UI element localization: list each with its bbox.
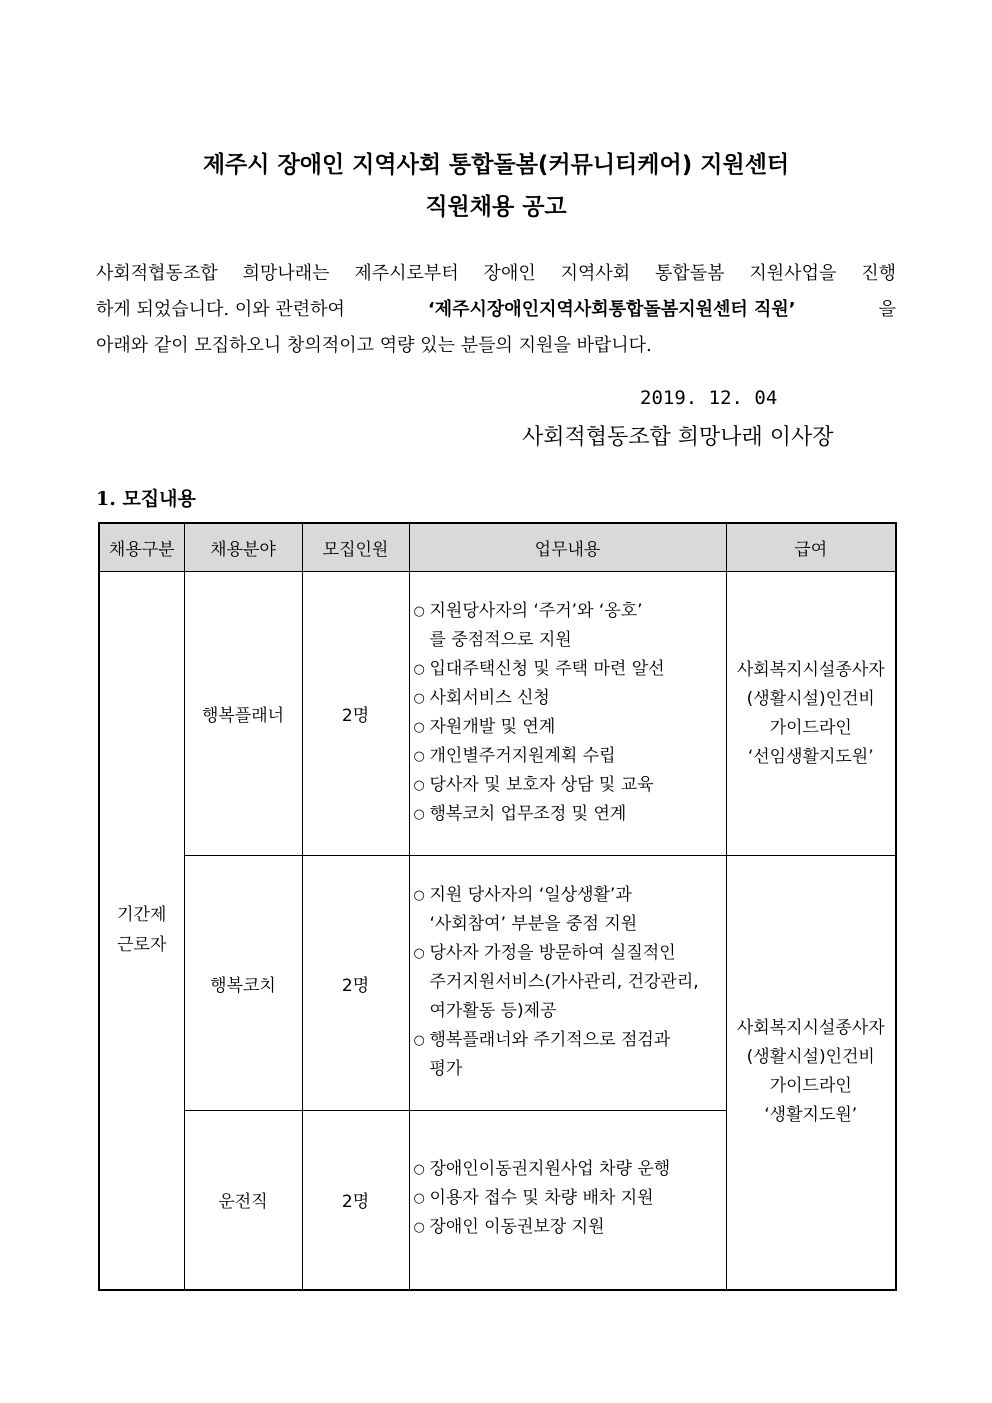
intro-line-2 bbox=[96, 292, 896, 328]
header-count: 모집인원 bbox=[302, 523, 409, 572]
table-row bbox=[99, 572, 896, 856]
duty-item: ○ 행복코치 업무조정 및 연계 bbox=[410, 800, 726, 829]
field-cell: 행복코치 bbox=[184, 856, 302, 1111]
duties-cell bbox=[409, 1111, 726, 1290]
duty-list bbox=[410, 1155, 726, 1242]
field-cell: 행복플래너 bbox=[184, 572, 302, 856]
header-field: 채용분야 bbox=[184, 523, 302, 572]
pay-line: 사회복지시설종사자 bbox=[736, 659, 885, 680]
pay-line: 가이드라인 bbox=[769, 1076, 852, 1097]
count-cell: 2명 bbox=[302, 572, 409, 856]
intro-line-3: 아래와 같이 모집하오니 창의적이고 역량 있는 분들의 지원을 바랍니다. bbox=[96, 335, 652, 356]
intro-line-2-pre: 하게 되었습니다. 이와 관련하여 bbox=[96, 299, 345, 320]
category-line1: 기간제 bbox=[117, 905, 167, 926]
header-pay: 급여 bbox=[726, 523, 896, 572]
pay-line: ‘생활지도원’ bbox=[764, 1105, 858, 1126]
duty-item: ○ 장애인 이동권보장 지원 bbox=[410, 1213, 726, 1242]
duty-item bbox=[410, 1026, 726, 1084]
pay-line: ‘선임생활지도원’ bbox=[747, 746, 874, 767]
duty-text: 행복플래너와 주기적으로 점검과 bbox=[429, 1030, 671, 1050]
duties-cell bbox=[409, 856, 726, 1111]
header-category: 채용구분 bbox=[99, 523, 184, 572]
page-title-line1: 제주시 장애인 지역사회 통합돌봄(커뮤니티케어) 지원센터 bbox=[202, 152, 790, 178]
duty-list bbox=[410, 597, 726, 829]
organization-signature: 사회적협동조합 희망나래 이사장 bbox=[522, 425, 834, 450]
recruitment-table bbox=[98, 522, 897, 1291]
duty-text: 당사자 가정을 방문하여 실질적인 bbox=[429, 943, 676, 963]
intro-line-2-bold: ‘제주시장애인지역사회통합돌봄지원센터 직원’ bbox=[427, 299, 796, 320]
category-line2: 근로자 bbox=[117, 935, 167, 956]
section-title: 1. 모집내용 bbox=[96, 488, 196, 510]
duty-item bbox=[410, 597, 726, 655]
duty-text-cont: ‘사회참여’ 부분을 중점 지원 bbox=[429, 914, 638, 934]
pay-cell bbox=[726, 856, 896, 1290]
duty-item: ○ 개인별주거지원계획 수립 bbox=[410, 742, 726, 771]
page-title-line2: 직원채용 공고 bbox=[425, 194, 567, 220]
notice-date: 2019. 12. 04 bbox=[640, 387, 778, 409]
table-row bbox=[99, 856, 896, 1111]
duty-item: ○ 당사자 및 보호자 상담 및 교육 bbox=[410, 771, 726, 800]
intro-line-2-post: 을 bbox=[878, 299, 896, 320]
duty-text: 지원 당사자의 ‘일상생활’과 bbox=[429, 885, 632, 905]
duty-item bbox=[410, 939, 726, 1026]
duty-text-cont: 여가활동 등)제공 bbox=[429, 1001, 557, 1021]
header-duties: 업무내용 bbox=[409, 523, 726, 572]
duty-item bbox=[410, 881, 726, 939]
intro-paragraph bbox=[96, 256, 896, 364]
pay-line: (생활시설)인건비 bbox=[746, 1047, 875, 1068]
count-cell: 2명 bbox=[302, 1111, 409, 1290]
pay-cell bbox=[726, 572, 896, 856]
duty-text-cont: 주거지원서비스(가사관리, 건강관리, bbox=[429, 972, 699, 992]
pay-line: 가이드라인 bbox=[769, 717, 852, 738]
duty-text: 지원당사자의 ‘주거’와 ‘옹호’ bbox=[429, 601, 643, 621]
count-cell: 2명 bbox=[302, 856, 409, 1111]
duty-item: ○ 이용자 접수 및 차량 배차 지원 bbox=[410, 1184, 726, 1213]
pay-line: (생활시설)인건비 bbox=[746, 688, 875, 709]
duty-item: ○ 자원개발 및 연계 bbox=[410, 713, 726, 742]
intro-line-1: 사회적협동조합 희망나래는 제주시로부터 장애인 지역사회 통합돌봄 지원사업을 진행 bbox=[96, 263, 896, 284]
duty-list bbox=[410, 881, 726, 1084]
duty-text-cont: 평가 bbox=[429, 1059, 463, 1079]
category-cell bbox=[99, 572, 184, 1290]
pay-line: 사회복지시설종사자 bbox=[736, 1018, 885, 1039]
field-cell: 운전직 bbox=[184, 1111, 302, 1290]
table-header-row bbox=[99, 523, 896, 572]
duties-cell bbox=[409, 572, 726, 856]
duty-item: ○ 입대주택신청 및 주택 마련 알선 bbox=[410, 655, 726, 684]
duty-text-cont: 를 중점적으로 지원 bbox=[429, 630, 572, 650]
duty-item: ○ 장애인이동권지원사업 차량 운행 bbox=[410, 1155, 726, 1184]
duty-item: ○ 사회서비스 신청 bbox=[410, 684, 726, 713]
